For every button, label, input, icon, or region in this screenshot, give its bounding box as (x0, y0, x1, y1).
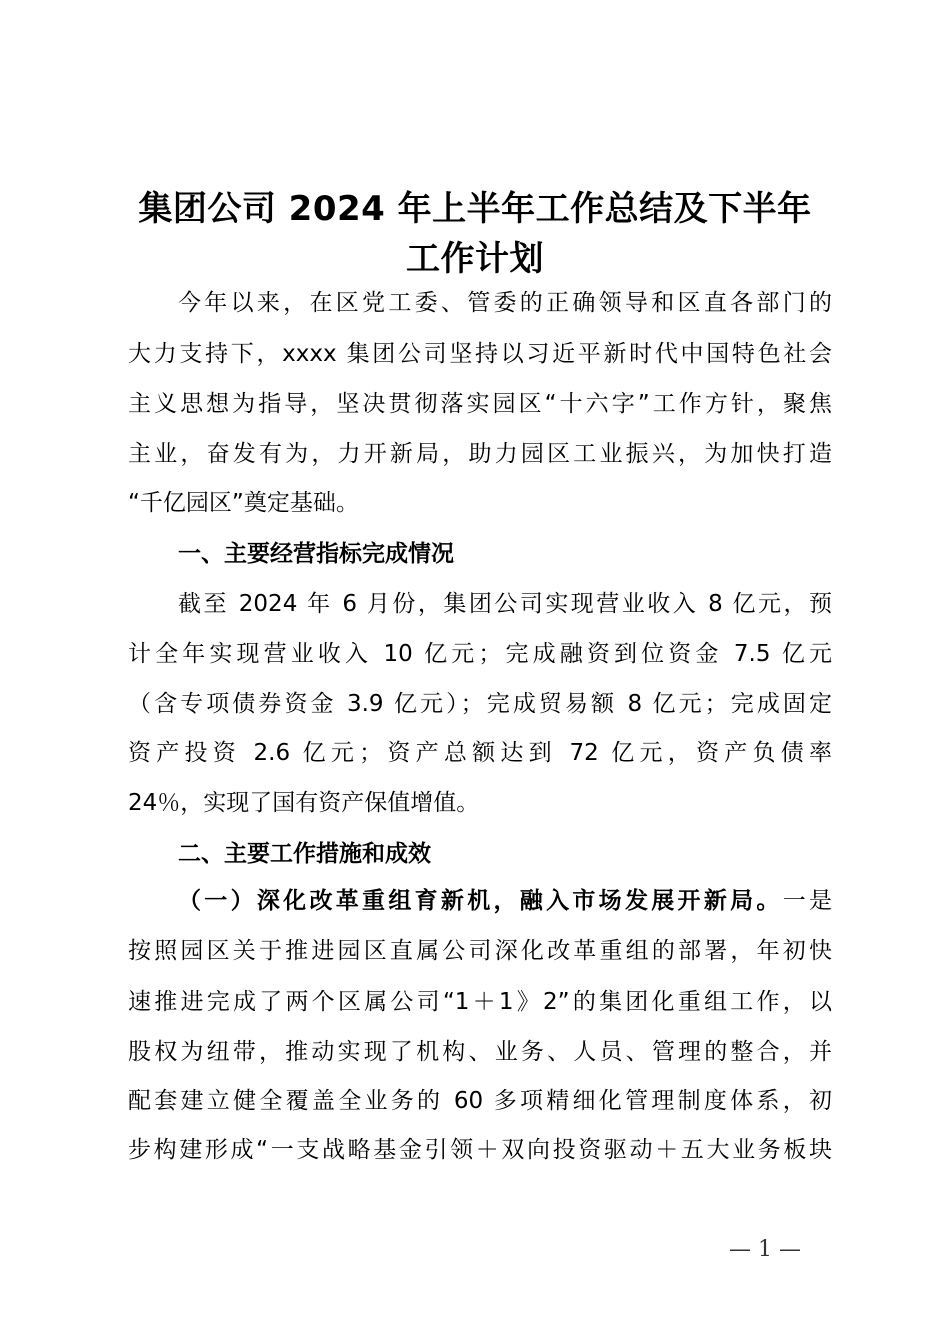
subsection-1-paragraph-line: 股权为纽带，推动实现了机构、业务、人员、管理的整合，并 (128, 1039, 832, 1065)
section-1-paragraph-line: 截至 2024 年 6 月份，集团公司实现营业收入 8 亿元，预 (178, 591, 832, 617)
intro-paragraph-line: “千亿园区”奠定基础。 (128, 490, 359, 516)
subsection-1-paragraph-line: 步构建形成“一支战略基金引领＋双向投资驱动＋五大业务板块 (128, 1137, 832, 1163)
section-1-paragraph-line: 计全年实现营业收入 10 亿元；完成融资到位资金 7.5 亿元 (128, 641, 832, 667)
section-1-heading: 一、主要经营指标完成情况 (178, 541, 454, 567)
section-1-paragraph-line: 24％，实现了国有资产保值增值。 (128, 790, 480, 816)
subsection-1-paragraph-line: 按照园区关于推进园区直属公司深化改革重组的部署，年初快 (128, 938, 832, 964)
intro-paragraph-line: 今年以来，在区党工委、管委的正确领导和区直各部门的 (178, 290, 832, 316)
subsection-1-paragraph-line: 速推进完成了两个区属公司“1＋1》2”的集团化重组工作，以 (128, 989, 832, 1015)
subsection-1-first-line (178, 886, 832, 916)
document-title-line-1: 集团公司 2024 年上半年工作总结及下半年 (138, 189, 812, 229)
intro-paragraph-line: 主业，奋发有为，力开新局，助力园区工业振兴，为加快打造 (128, 441, 832, 467)
subsection-1-paragraph-line: 配套建立健全覆盖全业务的 60 多项精细化管理制度体系，初 (128, 1088, 832, 1114)
subsection-1-first-line-rest: 一是 (782, 888, 833, 914)
document-title-line-2: 工作计划 (406, 239, 544, 279)
intro-paragraph-line: 主义思想为指导，坚决贯彻落实园区“十六字”工作方针，聚焦 (128, 391, 832, 417)
intro-paragraph-line: 大力支持下，xxxx 集团公司坚持以习近平新时代中国特色社会 (128, 341, 832, 367)
section-2-heading: 二、主要工作措施和成效 (178, 841, 431, 867)
section-1-paragraph-line: （含专项债券资金 3.9 亿元）；完成贸易额 8 亿元；完成固定 (128, 691, 832, 717)
subsection-1-bold-lead: （一）深化改革重组育新机，融入市场发展开新局。 (178, 888, 783, 914)
page-number: — 1 — (729, 1237, 801, 1262)
section-1-paragraph-line: 资产投资 2.6 亿元；资产总额达到 72 亿元，资产负债率 (128, 740, 832, 766)
